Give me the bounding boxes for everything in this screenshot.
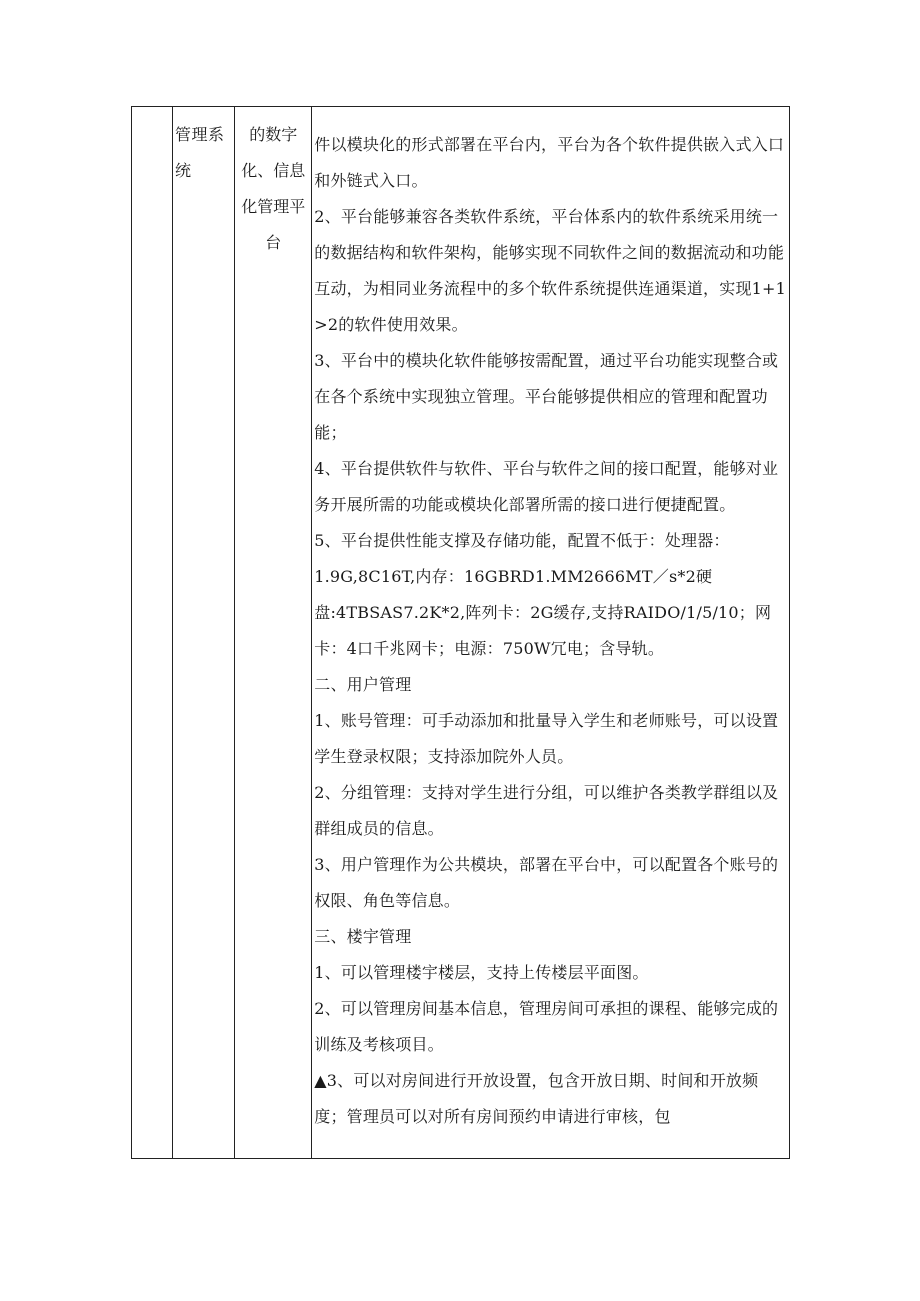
spec-table <box>131 106 790 1159</box>
paragraph: 件以模块化的形式部署在平台内，平台为各个软件提供嵌入式入口和外链式入口。 <box>314 135 785 190</box>
section-heading: 二、用户管理 <box>314 675 412 694</box>
system-category-cell: 管理系统 <box>173 107 235 1159</box>
paragraph: ▲3、可以对房间进行开放设置，包含开放日期、时间和开放频度；管理员可以对所有房间预约申请进行审核，包 <box>314 1071 759 1126</box>
paragraph: 1.9G,8C16T,内存：16GBRD1.MM2666MT／s*2硬 <box>314 567 713 586</box>
description-cell <box>312 107 790 1159</box>
table-row <box>132 107 790 1159</box>
paragraph: 盘:4TBSAS7.2K*2,阵列卡：2G缓存,支持RAIDO/1/5/10；网卡：4口千兆网卡；电源：750W冗电；含导轨。 <box>314 603 772 658</box>
paragraph: 5、平台提供性能支撑及存储功能，配置不低于：处理器： <box>314 531 730 550</box>
paragraph: 2、可以管理房间基本信息，管理房间可承担的课程、能够完成的训练及考核项目。 <box>314 999 779 1054</box>
index-cell <box>132 107 173 1159</box>
paragraph: 1、账号管理：可手动添加和批量导入学生和老师账号，可以设置学生登录权限；支持添加院外人员。 <box>314 711 779 766</box>
paragraph: 1、可以管理楼宇楼层，支持上传楼层平面图。 <box>314 963 649 982</box>
section-heading: 三、楼宇管理 <box>314 927 412 946</box>
paragraph: 3、用户管理作为公共模块，部署在平台中，可以配置各个账号的权限、角色等信息。 <box>314 855 779 910</box>
paragraph: 4、平台提供软件与软件、平台与软件之间的接口配置，能够对业务开展所需的功能或模块化部署所需的接口进行便捷配置。 <box>314 459 779 514</box>
platform-name-cell: 的数字化、信息化管理平台 <box>235 107 312 1159</box>
paragraph: 2、平台能够兼容各类软件系统，平台体系内的软件系统采用统一的数据结构和软件架构，能够实现不同软件之间的数据流动和功能互动，为相同业务流程中的多个软件系统提供连通渠道，实现1+1>2的软件使用效果。 <box>314 207 787 334</box>
paragraph: 3、平台中的模块化软件能够按需配置，通过平台功能实现整合或在各个系统中实现独立管理。平台能够提供相应的管理和配置功能； <box>314 351 779 442</box>
paragraph: 2、分组管理：支持对学生进行分组，可以维护各类教学群组以及群组成员的信息。 <box>314 783 779 838</box>
